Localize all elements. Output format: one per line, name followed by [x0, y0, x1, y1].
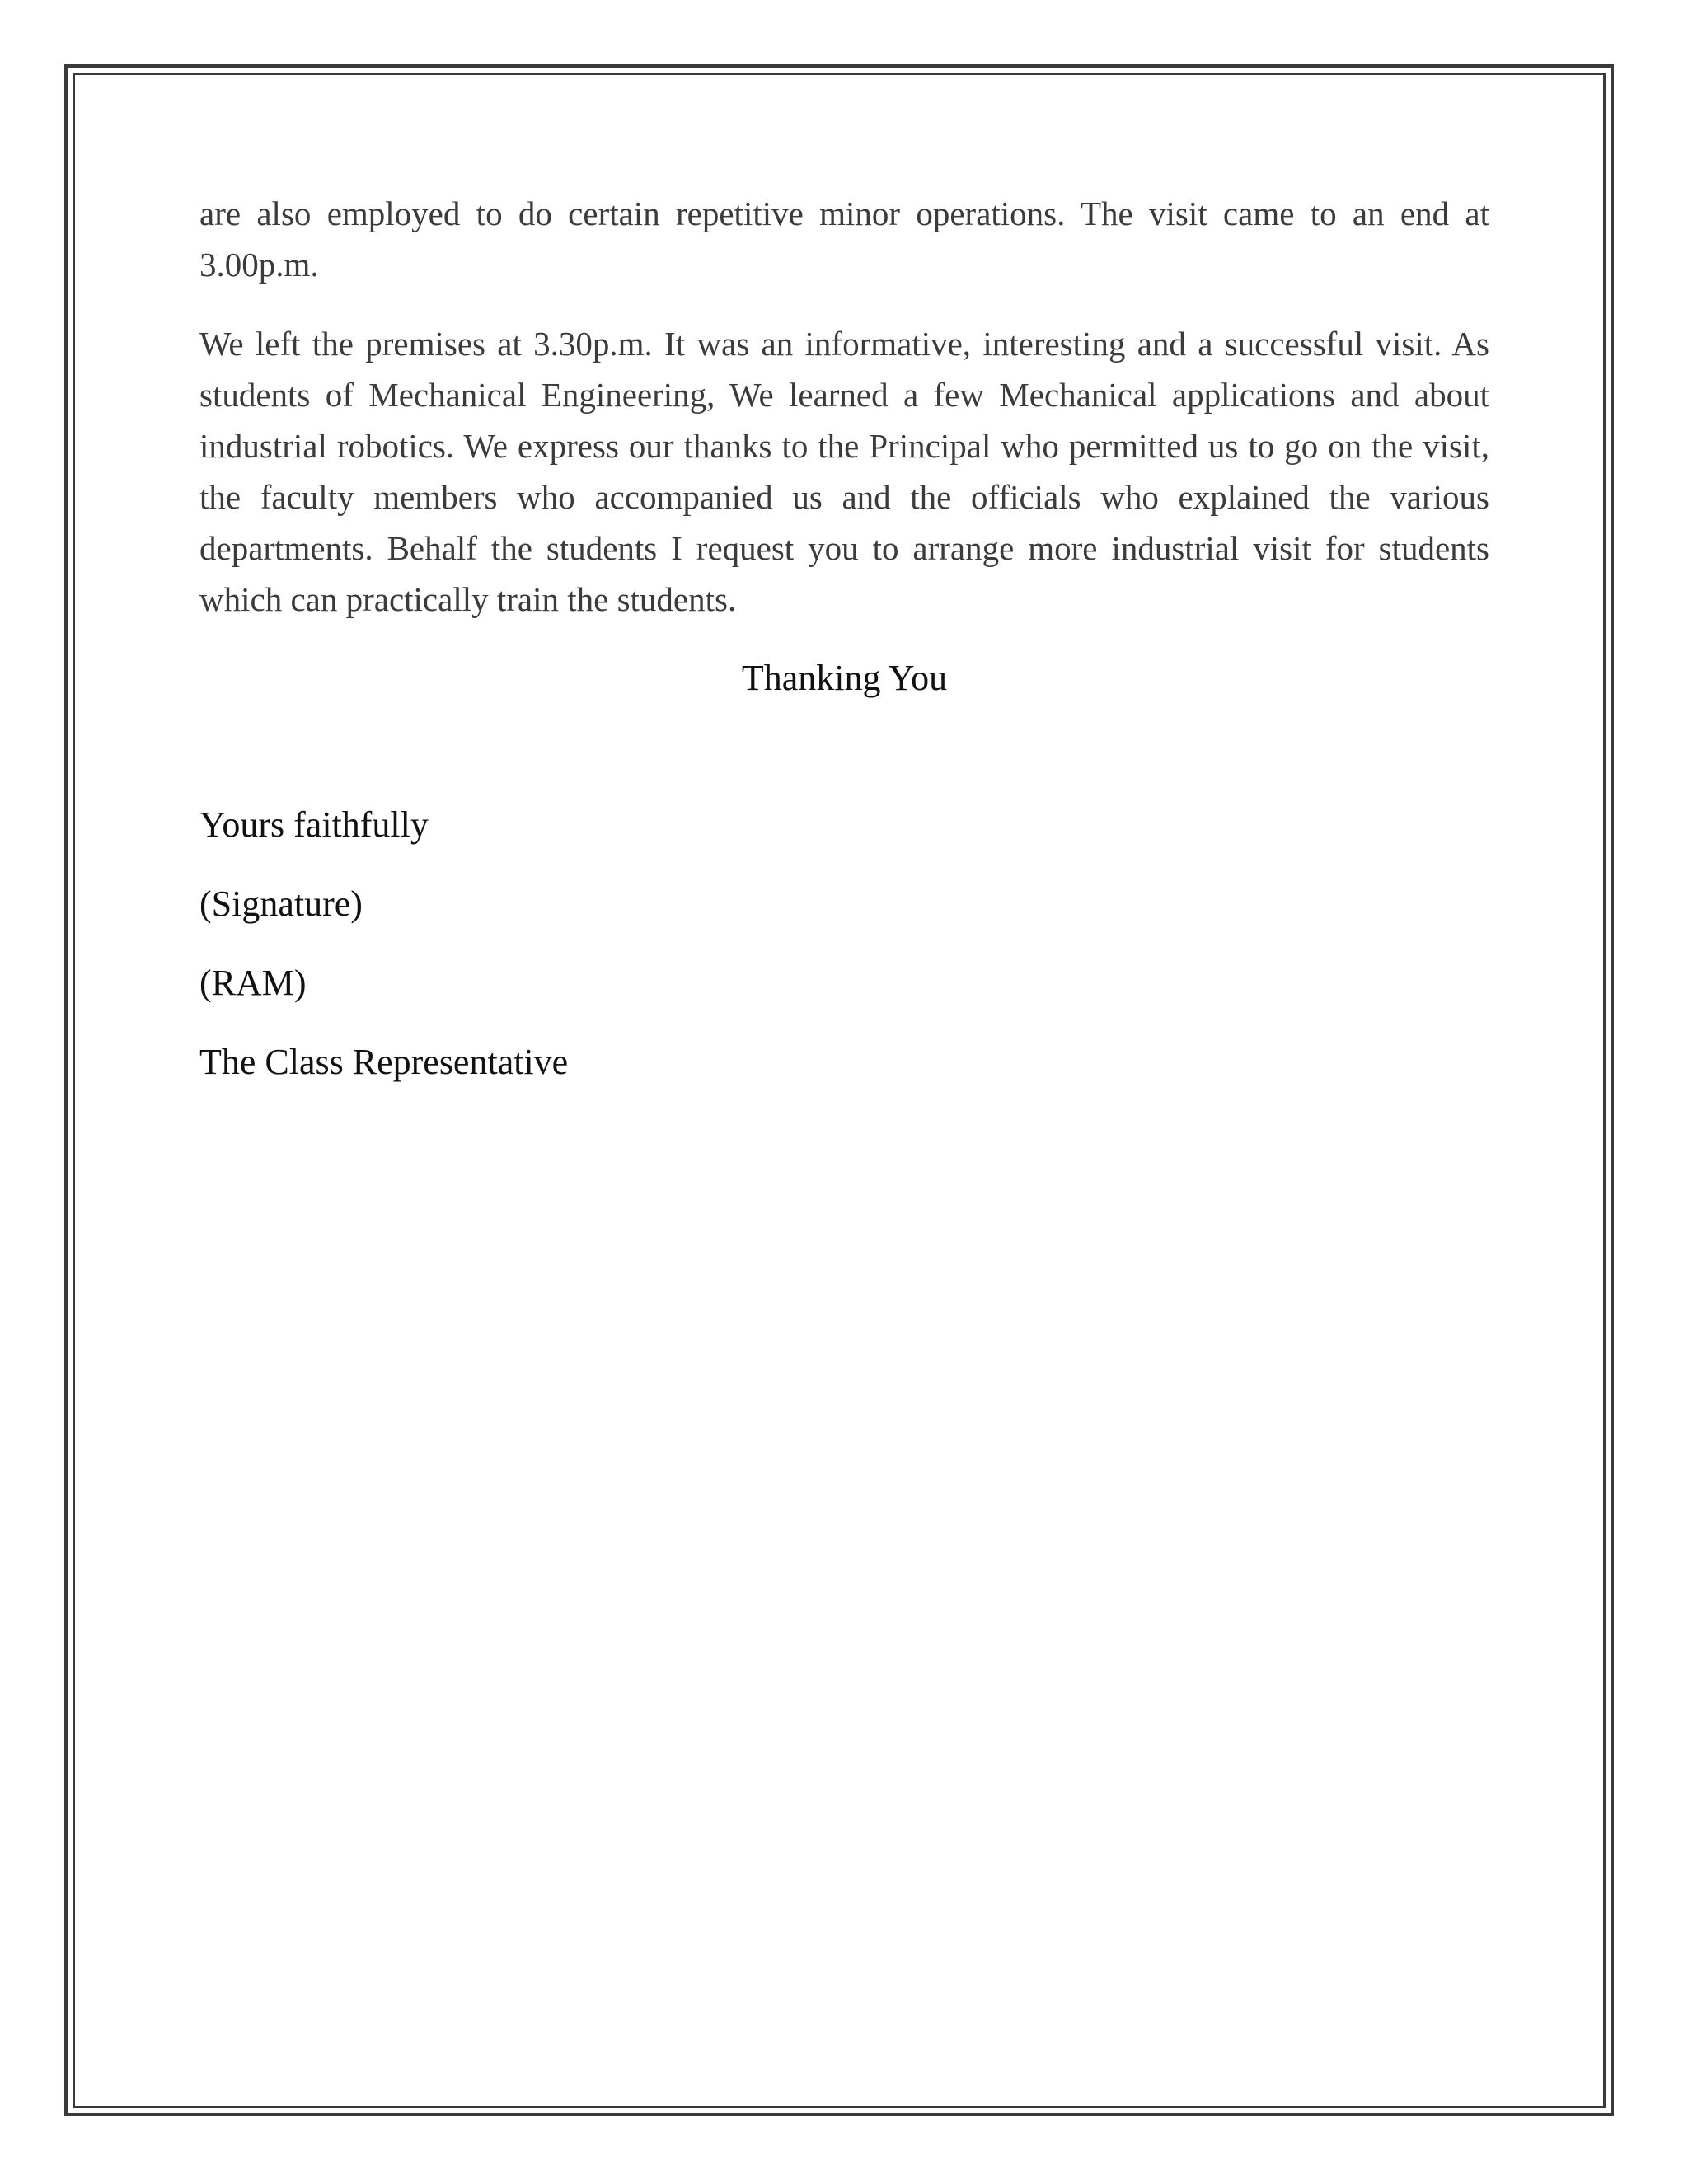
signature-block	[199, 799, 1489, 1088]
sender-name: (RAM)	[199, 963, 307, 1003]
paragraph-visit-end: are also employed to do certain repetitive minor operations. The visit came to an end at 3.00p.m.	[199, 194, 1489, 284]
letter-body	[199, 188, 1489, 1116]
paragraph-thanks: We left the premises at 3.30p.m. It was an informative, interesting and a successful visit. As students of Mechanical Engineering, We learned a few Mechanical applications and about industrial robotics. We express our thanks to the Principal who permitted us to go on the visit, the faculty members who accompanied us and the officials who explained the various departments. Behalf the students I request you to arrange more industrial visit for students which can practically train the students.	[199, 325, 1489, 618]
closing-line: Thanking You	[741, 658, 948, 698]
signature-placeholder: (Signature)	[199, 883, 363, 924]
sender-designation: The Class Representative	[199, 1042, 569, 1082]
salutation: Yours faithfully	[199, 804, 429, 845]
